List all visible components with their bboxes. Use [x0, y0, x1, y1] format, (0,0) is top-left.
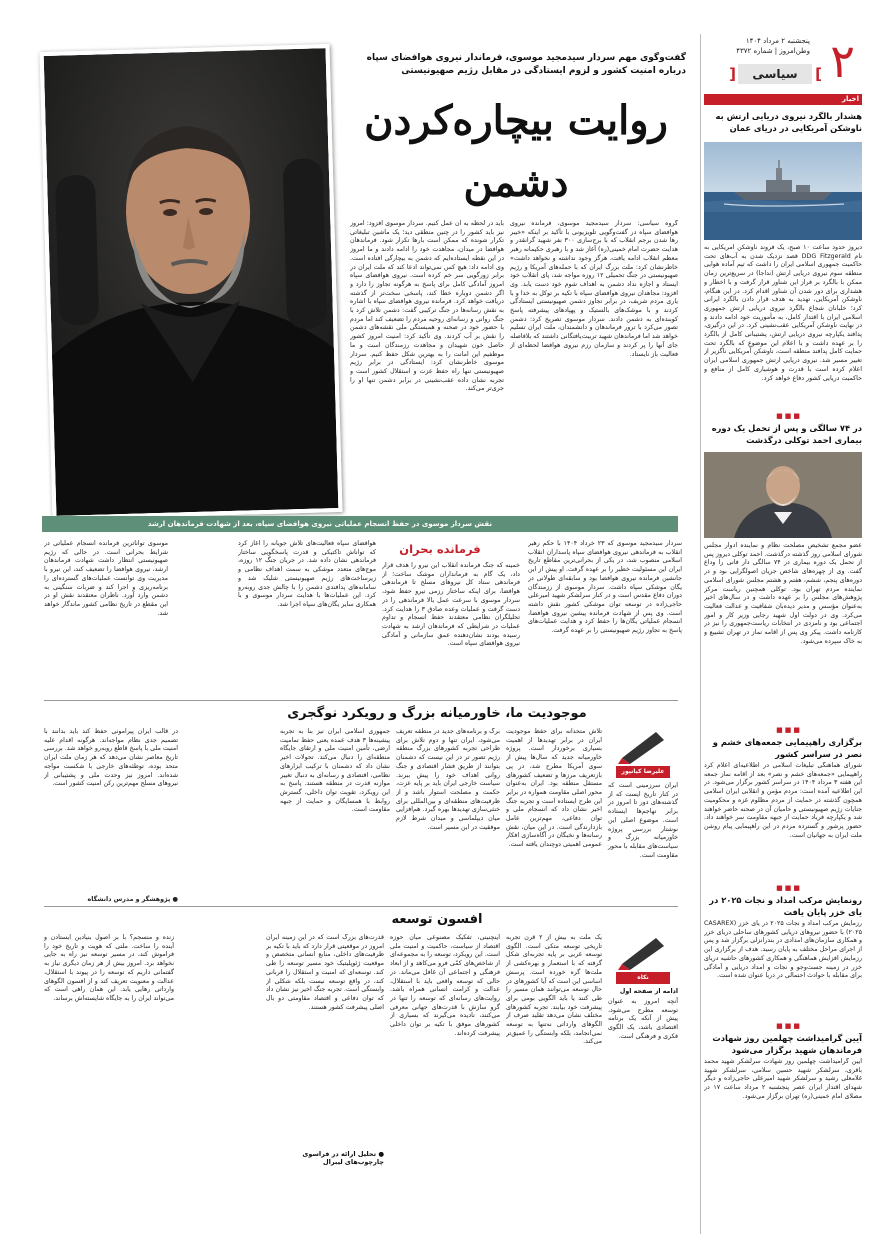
middle-col-c: جمهوری اسلامی ایران نیز بنا به تجربه پیشینه‌ها ۳ هدف عمده یعنی حفظ تمامیت ارضی، تأمین امنیت ملی و ارتقای جایگاه منطقه‌ای را دنبال می‌کند. تحولات اخیر نشان داد که دشمنان با ترکیب ابزارهای نظامی، اقتصادی و رسانه‌ای به دنبال تغییر موازنه قدرت در منطقه هستند. پاسخ به این رویکرد، تقویت توان داخلی، گسترش روابط با همسایگان و حمایت از جبهه مقاومت است.: [280, 728, 390, 814]
bottom-col-d: زنده و منسجم؟ با بر اصول بنیادین ایستادن و آینده را ساخت. ملتی که هویت و تاریخ خود را فراموش کند، در مسیر توسعه نیز راه به جایی نخواهد برد. امروز بیش از هر زمان دیگری نیاز به گفتمانی داریم که توسعه را در پیوند با استقلال، عدالت و معنویت تعریف کند و از افسون الگوهای وارداتی رهایی یابد. این همان راهی است که می‌تواند ایران را به جایگاه شایسته‌اش برساند.: [44, 934, 174, 1002]
page-number: [816, 34, 862, 86]
page-number-text: ۲: [830, 34, 855, 88]
story4-title: رونمایش مرکب امداد و نجات ۲۰۲۵ در یای خزر پایان یافت: [709, 895, 862, 917]
middle-author-note: ایران سرزمینی است که در کنار تاریخ ایست که از گذشته‌های دور تا امروز در برابر تهاجم‌ها ایستاده است. موضوع اصلی این نوشتار بررسی پروژه خاورمیانه بزرگ و سیاست‌های مقابله با محور مقاومت است.: [608, 782, 678, 859]
sidebar: [704, 34, 862, 1234]
middle-author-badge: علیرضا کیانپور: [616, 766, 670, 778]
commanders-col-d: موسوی تواناترین فرمانده انسجام عملیاتی در شرایط بحرانی است. در حالی که رژیم صهیونیستی انتظار داشت شهادت فرماندهان ارشد، نیروی هوافضا را تضعیف کند، این نیرو با مدیریت وی توانست عملیات‌های گسترده‌ای را برنامه‌ریزی و اجرا کند و ضربات سنگینی به دشمن وارد آورد. ناظران معتقدند نقش او در این مقطع در تاریخ نظامی کشور ماندگار خواهد شد.: [44, 540, 168, 617]
date-text: پنجشنبه ۲ مرداد ۱۴۰۴: [745, 37, 810, 45]
story2-dots: ■■■: [776, 412, 802, 420]
lead-headline: [358, 90, 674, 214]
sidebar-divider: [700, 34, 701, 1234]
middle-col-d: در قالب ایران پیرامونی حفظ کند باید بدانند با تصمیم جدی نظام مواجه‌اند. هرگونه اقدام علیه امنیت ملی با پاسخ قاطع روبه‌رو خواهد شد. بررسی تاریخ معاصر نشان می‌دهد که هر زمان ملت ایران متحد بوده، توطئه‌های خارجی با شکست مواجه شده‌اند. امروز نیز وحدت ملی و پشتیبانی از نیروهای مسلح مهم‌ترین رکن امنیت کشور است.: [44, 728, 178, 788]
portrait-image: [704, 452, 862, 538]
ship-photo: [704, 142, 862, 240]
photo-caption-bar: [42, 516, 678, 532]
news-label-bar: [704, 94, 862, 105]
story5-dots: ■■■: [776, 1022, 802, 1030]
lead-column-2: باید در لحظه به آن عمل کنیم. سردار موسوی افزود: امروز نیز باید کشور را در چنین منطقی دید؛ یک ماشین تبلیغاتی تکرار شونده که ممکن است بارها تکرار شود. فرماندهان هوافضا در میدان، مجاهدت خود را ادامه دادند و ما امروز در این نقطه ایستاده‌ایم که دشمن به بیچارگی افتاده است. وی ادامه داد: هیچ کس نمی‌تواند ادعا کند که ملت ایران در برابر زورگویی سر خم کرده است. نیروی هوافضای سپاه امروز آمادگی کامل برای پاسخ به هرگونه تجاوز را دارد و اگر دشمن دوباره خطا کند، پاسخی سخت‌تر از گذشته دریافت خواهد کرد. فرمانده نیروی هوافضای سپاه با اشاره به نقش رسانه‌ها در جنگ ترکیبی گفت: دشمن تلاش کرد با جنگ روانی و رسانه‌ای روحیه مردم را تضعیف کند اما مردم با حضور خود در صحنه و همبستگی ملی نقشه‌های دشمن را نقش بر آب کردند. وی تأکید کرد: امنیت امروز کشور حاصل خون شهیدان و مجاهدت رزمندگان است و ما موظفیم این امانت را به بهترین شکل حفظ کنیم. سردار موسوی خاطرنشان کرد: ایستادگی در برابر رژیم صهیونیستی تنها راه حفظ عزت و استقلال کشور است و تجربه نشان داده عقب‌نشینی در برابر دشمن تنها او را جری‌تر می‌کند.: [350, 220, 504, 393]
commanders-title: فرمانده بحران: [399, 542, 481, 556]
photo-caption: نقش سردار موسوی در حفظ انسجام عملیاتی نیروی هوافضای سپاه، بعد از شهادت فرماندهان ارشد: [147, 520, 492, 528]
bottom-title: افسون توسعه: [391, 912, 483, 927]
bottom-col-a: یک ملت به بیش از ۲ قرن تجربه تاریخی توسعه متکی است. الگوی توسعه غربی بر پایه تجربه‌ای شکل گرفته که با استعمار و بهره‌کشی از ملت‌ها گره خورده است. پرسش اساسی این است که آیا کشورهای در حال توسعه می‌توانند همان مسیر را طی کنند یا باید الگویی بومی برای پیشرفت خود بیابند. تجربه کشورهای مختلف نشان می‌دهد تقلید صرف از الگوهای وارداتی نه‌تنها به توسعه نمی‌انجامد، بلکه وابستگی را عمیق‌تر می‌کند.: [506, 934, 602, 1046]
section-bracket-open: [: [729, 65, 736, 83]
rule-2: [44, 906, 678, 907]
headline-line2: دشمن: [463, 159, 569, 206]
page-date: [710, 36, 810, 56]
story1-title: هشدار بالگرد نیروی دریایی ارتش به ناوشکن آمریکایی در دریای عمان: [715, 111, 862, 133]
commander-portrait: [44, 48, 339, 516]
section-label: سیاسی: [738, 64, 812, 84]
middle-col-a: تلاش متحدانه برای حفظ موجودیت ایران در برابر تهدیدها از اهمیت بسیاری برخوردار است. پروژه خاورمیانه جدید که سال‌ها پیش از سوی آمریکا مطرح شد، در پی بازتعریف مرزها و تضعیف کشورهای مستقل منطقه بود. ایران به‌عنوان محور اصلی مقاومت همواره در برابر این طرح ایستاده است و تجربه جنگ اخیر نشان داد که انسجام ملی و توان دفاعی، مهم‌ترین عامل بازدارندگی است. در این میان، نقش رسانه‌ها و نخبگان در آگاه‌سازی افکار عمومی اهمیتی دوچندان یافته است.: [506, 728, 602, 849]
bottom-col-c: قدرت‌های بزرگ است که در این زمینه ایران امروز در موقعیتی قرار دارد که باید با تکیه بر ظرفیت‌های داخلی، منابع انسانی متخصص و موقعیت ژئوپلیتیک خود مسیر توسعه را طی کند. توسعه‌ای که امنیت و استقلال را قربانی کند، در واقع توسعه نیست بلکه شکلی از وابستگی است. تجربه جنگ اخیر نیز نشان داد که توان دفاعی و اقتصاد مقاومتی دو بال اصلی پیشرفت کشور هستند.: [266, 934, 384, 1011]
issue-text: وطن‌امروز | شماره ۴۳۷۲: [736, 47, 810, 55]
middle-col-b: برگ و برنامه‌های جدید در منطقه تعریف می‌شود، ایران تنها و دوم تلاش برای طراحی تجربه کشورهای بزرگ منطقه رژیم تصور تر در این نیست که دشمنان بتوانند از طریق فشار اقتصادی و جنگ روانی اهداف خود را پیش ببرند. سیاست خارجی ایران باید بر پایه عزت، حکمت و مصلحت استوار باشد و از ظرفیت‌های منطقه‌ای و بین‌المللی برای خنثی‌سازی تهدیدها بهره گیرد. هم‌افزایی میان دیپلماسی و میدان شرط لازم موفقیت در این مسیر است.: [396, 728, 500, 831]
lead-column-1: گروه سیاسی: سردار سیدمجید موسوی، فرمانده نیروی هوافضای سپاه در گفت‌وگویی تلویزیونی با تأکید بر اینکه «خیبر رها شدن برجم انقلاب که با برج‌سازی ۳۰۰ نفر شهید گرانقدر و هدایت حضرت امام خمینی(ره) آغاز شد و با رهبری حکیمانه رهبر معظم انقلاب ادامه یافت، هرگز وجود نداشته و نخواهد داشت» خاطرنشان کرد: ملت بزرگ ایران که با حمله‌های آمریکا و رژیم صهیونیستی در جنگ تحمیلی ۱۲ روزه مواجه شد، پای انقلاب خود ایستاد و اجازه نداد دشمن به اهداف شوم خود دست یابد. وی افزود: مجاهدان نیروی هوافضای سپاه با تکیه بر توکل به خدا و با یاری مردم شریف، در برابر تجاوز دشمن صهیونیستی ایستادگی کردند و با موشک‌های بالستیک و پهپادهای پیشرفته پاسخ کوبنده‌ای به دشمن دادند. سردار موسوی تصریح کرد: دشمن تصور می‌کرد با ترور فرماندهان و دانشمندان، ملت ایران تسلیم خواهد شد اما فرماندهان شهید تربیت‌یافتگانی داشتند که بلافاصله جای آنها را پر کردند و سازمان رزم نیروی هوافضا لحظه‌ای از فعالیت باز نایستاد.: [510, 220, 678, 358]
bottom-author-badge: نکاه: [616, 972, 670, 984]
bottom-author-heading: ادامه از صفحه اول: [619, 988, 678, 995]
story3-body: شورای هماهنگی تبلیغات اسلامی در اطلاعیه‌ای اعلام کرد راهپیمایی «جمعه‌های خشم و نصر» بعد از اقامه نماز جمعه این هفته ۳ مرداد ۱۴۰۴ در سراسر کشور برگزار می‌شود. در این اطلاعیه آمده است: مردم مؤمن و انقلابی ایران اسلامی همچون گذشته در حمایت از مردم مظلوم غزه و محکومیت جنایات رژیم صهیونیستی و حامیان آن در صحنه حاضر خواهند شد و یکپارچه فریاد حمایت از جبهه مقاومت سر خواهند داد. حضور پرشور و گسترده مردم در این راهپیمایی پیام روشن ملت ایران به جهانیان است.: [704, 762, 862, 839]
news-label: اخبار: [842, 95, 859, 103]
bottom-col-b: اینچنینی، تفکیک مصنوعی میان حوزه اقتصاد از سیاست، حاکمیت و امنیت ملی است. این رویکرد، توسعه را به مجموعه‌ای از شاخص‌های کمّی فرو می‌کاهد و از ابعاد فرهنگی و اجتماعی آن غافل می‌ماند. در حالی که توسعه واقعی باید با استقلال، عدالت و کرامت انسانی همراه باشد. روایت‌های رسانه‌ای که توسعه را تنها در گرو سازش با قدرت‌های جهانی معرفی می‌کنند، نادیده می‌گیرند که بسیاری از کشورهای موفق با تکیه بر توان داخلی پیشرفت کرده‌اند.: [390, 934, 500, 1037]
story4-body: رزمایش مرکب امداد و نجات ۲۰۲۵ در یای خزر (CASAREX ۲۰۲۵) با حضور نیروهای دریایی کشورهای ساحلی دریای خزر و همکاری سازمان‌های امدادی در بندرانزلی برگزار شد و پس از اجرای مراحل مختلف به پایان رسید. هدف از برگزاری این رزمایش افزایش هماهنگی و همکاری کشورهای حاشیه دریای خزر در زمینه جست‌وجو و نجات و امداد دریایی و آمادگی برای مقابله با حوادث احتمالی در دریا عنوان شده است.: [704, 920, 862, 980]
story5-title: آیین گرامیداشت چهلمین روز شهادت فرماندهان شهید برگزار می‌شود: [712, 1033, 862, 1055]
middle-title: موجودیت ما، خاورمیانه بزرگ و رویکرد نوگجری: [287, 706, 587, 721]
story4-dots: ■■■: [776, 884, 802, 892]
story5-body: آیین گرامیداشت چهلمین روز شهادت سرلشکر شهید محمد باقری، سرلشکر شهید حسین سلامی، سرلشکر شهید غلامعلی رشید و سرلشکر شهید امیرعلی حاجی‌زاده و دیگر شهدای اقتدار ایران عصر پنجشنبه ۲ مرداد ساعت ۱۷ در مصلای امام خمینی(ره) تهران برگزار می‌شود.: [704, 1058, 862, 1100]
pen-icon: [616, 728, 670, 764]
middle-author-box: [608, 728, 678, 858]
section-bracket-close: ]: [815, 65, 822, 83]
story3-dots: ■■■: [776, 726, 802, 734]
hero-photo: [40, 44, 343, 520]
middle-signature: ● پژوهشگر و مدرس دانشگاه: [87, 896, 178, 903]
bottom-author-box: [608, 934, 678, 1064]
pen-icon-2: [616, 934, 670, 970]
story3-title: برگزاری راهپیمایی جمعه‌های خشم و نصر در سراسر کشور: [712, 737, 862, 759]
commanders-col-a: سردار سیدمجید موسوی که ۲۳ خرداد ۱۴۰۴ با حکم رهبر انقلاب به فرماندهی نیروی هوافضای سپاه پاسداران انقلاب اسلامی منصوب شد، در یکی از بحرانی‌ترین مقاطع تاریخ ایران این مسئولیت خطیر را بر عهده گرفت. او پیش از این جانشین فرمانده نیروی هوافضا بود و سابقه‌ای طولانی در یگان موشکی سپاه داشت. سردار موسوی از رزمندگان دوران دفاع مقدس است و در کنار سرلشکر شهید امیرعلی حاجی‌زاده در توسعه توان موشکی کشور نقش داشته است. وی پس از شهادت فرمانده پیشین نیروی هوافضا، انسجام عملیاتی یگان‌ها را حفظ کرد و هدایت عملیات‌های پاسخ به تجاوز رژیم صهیونیستی را بر عهده گرفت.: [528, 540, 682, 635]
lead-kicker: گفت‌وگوی مهم سردار سیدمجید موسوی، فرماندار نیروی هوافضای سپاه درباره امنیت کشور و لزوم ایستادگی در مقابل رژیم صهیونیستی: [366, 53, 686, 76]
commanders-col-c: هوافضای سپاه فعالیت‌های تلاش جویانه را آغاز کرد که تواناش تاکتیکی و قدرت پاسخگویی ساختار فرماندهی نشان داده شد. در جریان جنگ ۱۲ روزه، موج‌های متعدد موشکی به سمت اهداف نظامی و زیرساخت‌های رژیم صهیونیستی شلیک شد و سامانه‌های پدافندی دشمن را با چالش جدی روبه‌رو کرد. این عملیات‌ها با هدایت سردار موسوی و با همکاری سایر یگان‌های سپاه اجرا شد.: [238, 540, 376, 608]
portrait-photo: [704, 452, 862, 538]
story2-body: عضو مجمع تشخیص مصلحت نظام و نماینده ادوار مجلس شورای اسلامی روز گذشته درگذشت. احمد توکلی دیروز پس از تحمل یک دوره بیماری در ۷۴ سالگی دار فانی را وداع گفت. وی از چهره‌های شاخص جریان اصولگرایی بود و در دوره‌های پنجم، ششم، هفتم و هشتم مجلس شورای اسلامی نماینده مردم تهران بود. توکلی همچنین ریاست مرکز پژوهش‌های مجلس را بر عهده داشت و در سال‌های اخیر به‌عنوان مؤسس و مدیر دیده‌بان شفافیت و عدالت فعالیت می‌کرد. وی در دولت اول شهید رجایی وزیر کار و امور اجتماعی بود و نامزدی در انتخابات ریاست‌جمهوری را نیز در کارنامه داشت. پیکر وی پس از اقامه نماز در تهران تشییع و به خاک سپرده می‌شود.: [704, 542, 862, 645]
ship-photo-image: [704, 142, 862, 240]
commanders-col-b: خمینه که جنگ فرمانده انقلاب این نیرو را هدف قرار داد، یک گام به فرمانداران موشک ساخت؛ از فرماندهی ستاد کل نیروهای مسلح تا فرماندهی هوافضا، برای اینکه ساختار رزمی نیرو حفظ شود، سردار موسوی با سرعت عمل بالا فرماندهی را در دست گرفت و عملیات وعده صادق ۳ را هدایت کرد. تحلیلگران نظامی معتقدند حفظ انسجام و تداوم عملیات در شرایطی که فرماندهان ارشد به شهادت رسیده بودند نشان‌دهنده عمق سازمانی و آمادگی نیروی هوافضای سپاه است.: [382, 562, 520, 648]
headline-line1: روایت بیچاره‌کردن: [364, 97, 668, 144]
story2-title: در ۷۴ سالگی و پس از تحمل یک دوره بیماری احمد توکلی درگذشت: [711, 423, 862, 445]
bottom-subheading: ● تحلیل ارائه در فراسوی چارچوب‌های لیبرال: [302, 1150, 384, 1166]
bottom-author-note: آنچه امروز به عنوان توسعه مطرح می‌شود، پیش از آنکه یک برنامه اقتصادی باشد، یک الگوی فکری و فرهنگی است.: [608, 998, 678, 1040]
story1-body: دیروز حدود ساعت ۱۰ صبح، یک فروند ناوشکن آمریکایی به نام DDG Fitzgerald قصد نزدیک شدن به آب‌های تحت حاکمیت جمهوری اسلامی ایران را داشت که تیم آماده هوایی منطقه سوم نیروی دریایی ارتش (نداجا) در سریع‌ترین زمان ممکن با بالگرد بر فراز این شناور قرار گرفت و با اخطار و هشداری برای دور شدن آن شناور اقدام کرد. در این هنگام، ناوشکن آمریکایی، تهدید به هدف قرار دادن بالگرد ایرانی کرد؛ خلبانان شجاع بالگرد نیروی دریایی ارتش جمهوری اسلامی ایران با اقتدار کامل، به مأموریت خود ادامه دادند و در نهایت ناوشکن آمریکایی عقب‌نشینی کرد. در این درگیری، پدافند یکپارچه نیروی دریایی ارتش، پشتیبانی کامل از بالگرد را بر عهده داشت و با اعلام این موضوع که بالگرد تحت حمایت کامل پدافند منطقه است، ناوشکن آمریکایی ناگزیر از تغییر مسیر شد. نیروی دریایی ارتش جمهوری اسلامی ایران اعلام کرده است با قدرت و هوشیاری کامل از منافع و حاکمیت دریایی کشور دفاع خواهد کرد.: [704, 244, 862, 382]
rule-1: [44, 700, 678, 701]
